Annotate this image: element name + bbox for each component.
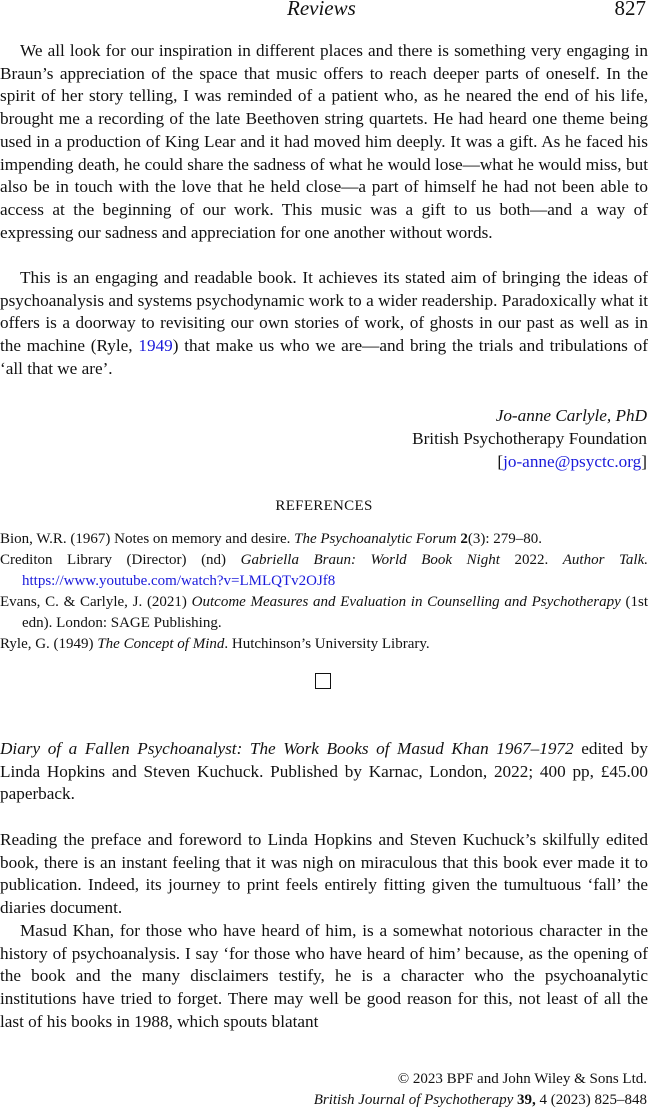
book-details: edited by Linda Hopkins and Steven Kuchuck. Published by Karnac, London, 2022; 400 pp, £45.00 paperback. bbox=[0, 739, 648, 804]
references-heading: REFERENCES bbox=[275, 498, 373, 514]
references-list bbox=[0, 529, 648, 655]
page-number: 827 bbox=[614, 0, 646, 20]
review2-book-citation bbox=[0, 738, 648, 806]
reference-evans: Evans, C. & Carlyle, J. (2021) Outcome Measures and Evaluation in Counselling and Psychotherapy (1st edn). London: SAGE Publishing. bbox=[0, 594, 649, 631]
reviewer-email-link[interactable]: jo-anne@psyctc.org bbox=[503, 452, 642, 471]
footer-journal: British Journal of Psychotherapy 39, 4 (2023) 825–848 bbox=[313, 1092, 647, 1108]
reference-crediton: Crediton Library (Director) (nd) Gabriella Braun: World Book Night 2022. Author Talk. https://www.youtube.com/watch?v=LMLQTv2OJf8 bbox=[0, 552, 649, 589]
review1-paragraph-1: We all look for our inspiration in different places and there is something very engaging in Braun’s appreciation of the space that music offers to reach deeper parts of oneself. In the spirit of her story telling, I was reminded of a patient who, as he neared the end of his life, brought me a recording of the late Beethoven string quartets. He had heard one theme being used in a production of King Lear and it had moved him deeply. It was a gift. As he faced his impending death, he could share the sadness of what he would lose—what he would miss, but also be in touch with the love that he held close—a part of himself he had not been able to access at the beginning of our work. This music was a gift to us both—and a way of expressing our sadness and appreciation for one another without words. bbox=[0, 41, 648, 242]
book-title: Diary of a Fallen Psychoanalyst: The Work Books of Masud Khan 1967–1972 bbox=[0, 739, 574, 758]
running-header bbox=[0, 0, 650, 22]
reference-ryle: Ryle, G. (1949) The Concept of Mind. Hutchinson’s University Library. bbox=[0, 636, 430, 652]
review2-paragraph-2: Masud Khan, for those who have heard of him, is a somewhat notorious character in the history of psychoanalysis. I say ‘for those who have heard of him’ because, as the opening of the book and the many disclaimers testify, he is a character who the psychoanalytic institutions have tried to forget. There may well be good reason for this, not least of all the last of his books in 1988, which spouts blatant bbox=[0, 921, 648, 1031]
reviewer-affiliation: British Psychotherapy Foundation bbox=[412, 429, 647, 448]
p2-text-a: This is an engaging and readable book. It achieves its stated aim of bringing the ideas of psychoanalysis and systems psychodynamic work to a wider readership. Paradoxically what it offers is a doorway to revisiting our own stories of work, of ghosts in our past as well as in the machine (Ryle, bbox=[0, 268, 648, 356]
reviewer-email-line: [jo-anne@psyctc.org] bbox=[497, 452, 647, 471]
review2-paragraph-1: Reading the preface and foreword to Linda Hopkins and Steven Kuchuck’s skilfully edited book, there is an instant feeling that it was nigh on miraculous that this book ever made it to publication. Indeed, its journey to print feels entirely fitting given the tumultuous ‘fall’ the diaries document. bbox=[0, 830, 648, 918]
p2-text-b: ) that make us who we are—and bring the trials and tribulations of ‘all that we are’. bbox=[0, 336, 648, 378]
review1-paragraph-2 bbox=[0, 267, 648, 381]
end-of-review-box-icon bbox=[315, 673, 331, 689]
ryle-citation-link[interactable]: 1949 bbox=[138, 336, 173, 356]
footer-copyright: © 2023 BPF and John Wiley & Sons Ltd. bbox=[397, 1071, 647, 1087]
youtube-url-link[interactable]: https://www.youtube.com/watch?v=LMLQTv2OJf8 bbox=[22, 573, 336, 589]
reference-bion: Bion, W.R. (1967) Notes on memory and desire. The Psychoanalytic Forum 2(3): 279–80. bbox=[0, 531, 543, 547]
running-title: Reviews bbox=[287, 0, 356, 20]
reviewer-name: Jo-anne Carlyle, PhD bbox=[495, 406, 647, 425]
